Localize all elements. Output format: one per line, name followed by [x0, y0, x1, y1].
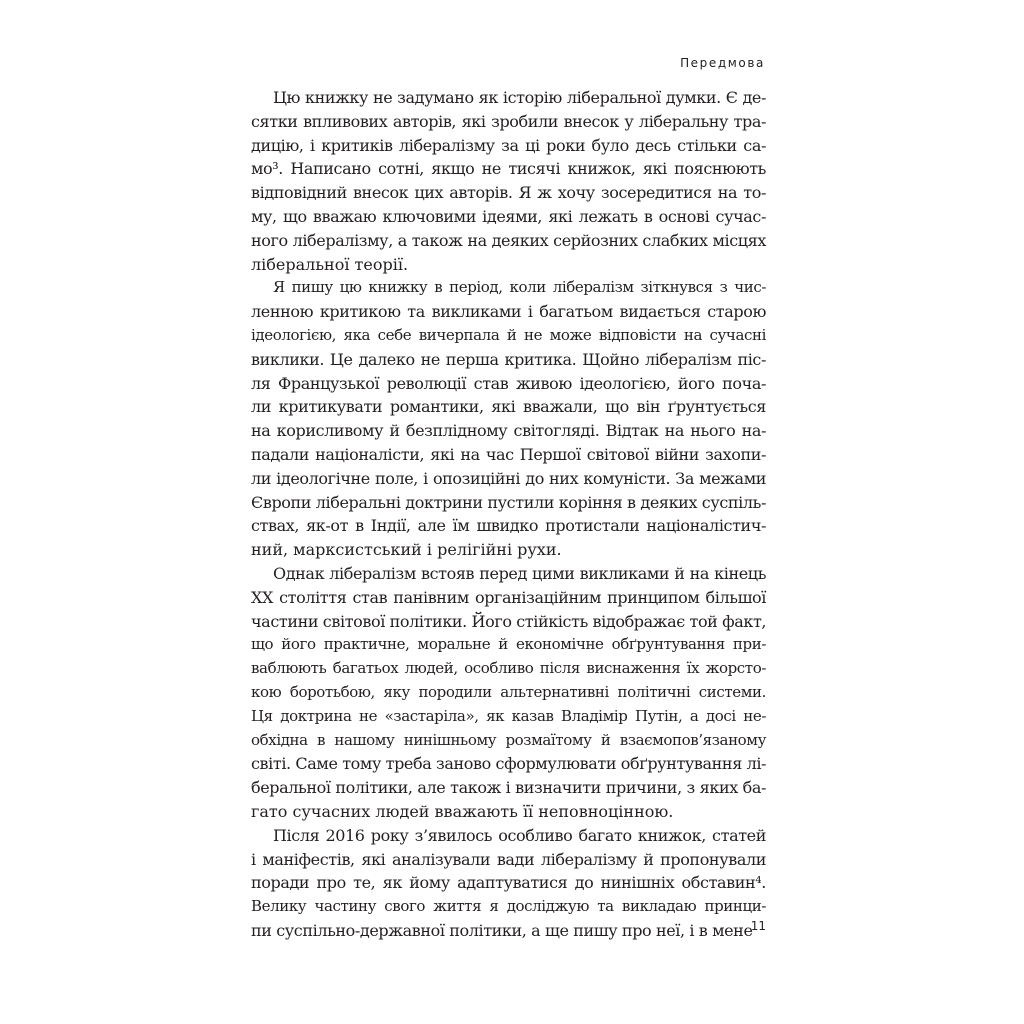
text-line: ленною критикою та викликами і багатьом видається старою: [251, 302, 766, 322]
paragraph: [251, 276, 766, 562]
text-line: Цю книжку не задумано як історію ліберальної думки. Є де-: [273, 88, 766, 107]
text-line: світі. Саме тому треба заново сформулювати обґрунтування лі-: [251, 754, 767, 774]
text-line: ствах, як-от в Індії, але їм швидко протистали націоналістич-: [251, 516, 766, 536]
text-line: пи суспільно-державної політики, а ще пишу про неї, і в мене: [251, 920, 753, 940]
text-line: ля Французької революції став живою ідеологією, його поча-: [251, 373, 766, 393]
text-line: відповідний внесок цих авторів. Я ж хочу зосередитися на то-: [251, 183, 766, 203]
text-line: XX століття став панівним організаційним принципом більшої: [251, 587, 766, 607]
running-header: Передмова: [680, 56, 765, 70]
text-line: Я пишу цю книжку в період, коли лібералізм зіткнувся з чис-: [273, 278, 766, 297]
paragraph: [251, 824, 766, 943]
text-line: ного лібералізму, а також на деяких серйозних слабких місцях: [251, 230, 766, 250]
text-line: ліберальної теорії.: [251, 254, 409, 274]
text-line: ідеологією, яка себе вичерпала й не може відповісти на сучасні: [251, 325, 766, 344]
text-line: Ця доктрина не «застаріла», як казав Владімір Путін, а досі не-: [251, 706, 766, 725]
paragraph: [251, 86, 766, 276]
body-text: [251, 86, 766, 943]
text-line: ний, марксистський і релігійні рухи.: [251, 540, 562, 560]
text-line: дицію, і критиків лібералізму за ці роки було десь стільки са-: [251, 135, 766, 155]
text-line: Однак лібералізм встояв перед цими викликами й на кінець: [273, 563, 766, 583]
text-line: гато сучасних людей вважають її неповноцінною.: [251, 801, 674, 821]
text-line: що його практичне, моральне й економічне обґрунтування при-: [251, 635, 766, 654]
text-line: му, що вважаю ключовими ідеями, які лежать в основі сучас-: [251, 206, 766, 226]
text-line: Європи ліберальні доктрини пустили коріння в деяких суспіль-: [251, 492, 766, 512]
text-line: падали націоналісти, які на час Першої світової війни захопи-: [251, 444, 766, 464]
text-line: частини світової політики. Його стійкість відображає той факт,: [251, 611, 767, 631]
text-line: виклики. Це далеко не перша критика. Щойно лібералізм піс-: [251, 349, 766, 369]
text-line: сятки впливових авторів, які зробили внесок у ліберальну тра-: [251, 111, 766, 131]
text-line: і маніфестів, які аналізували вади лібералізму й пропонували: [251, 849, 766, 869]
text-line: кою боротьбою, яку породили альтернативні політичні системи.: [251, 682, 766, 701]
text-line: на корисливому й безплідному світогляді. Відтак на нього на-: [251, 421, 766, 441]
text-line: беральної політики, але також і визначити причини, з яких ба-: [251, 778, 766, 798]
text-line: ли ідеологічне поле, і опозиційні до них комуністи. За межами: [251, 468, 766, 488]
text-line: Велику частину свого життя я досліджую та викладаю принци-: [251, 897, 766, 916]
text-line: обхідна в нашому нинішньому розмаїтому й взаємопов’язаному: [251, 730, 766, 749]
text-line: мо³. Написано сотні, якщо не тисячі книжок, які пояснюють: [251, 159, 766, 179]
page-number: 11: [750, 919, 766, 933]
paragraph: [251, 562, 766, 824]
text-line: ваблюють багатьох людей, особливо після виснаження їх жорсто-: [251, 659, 766, 678]
text-line: ли критикувати романтики, які вважали, що він ґрунтується: [251, 397, 766, 417]
text-line: Після 2016 року з’явилось особливо багато книжок, статей: [273, 825, 766, 845]
text-line: поради про те, як йому адаптуватися до нинішніх обставин⁴.: [251, 873, 766, 893]
